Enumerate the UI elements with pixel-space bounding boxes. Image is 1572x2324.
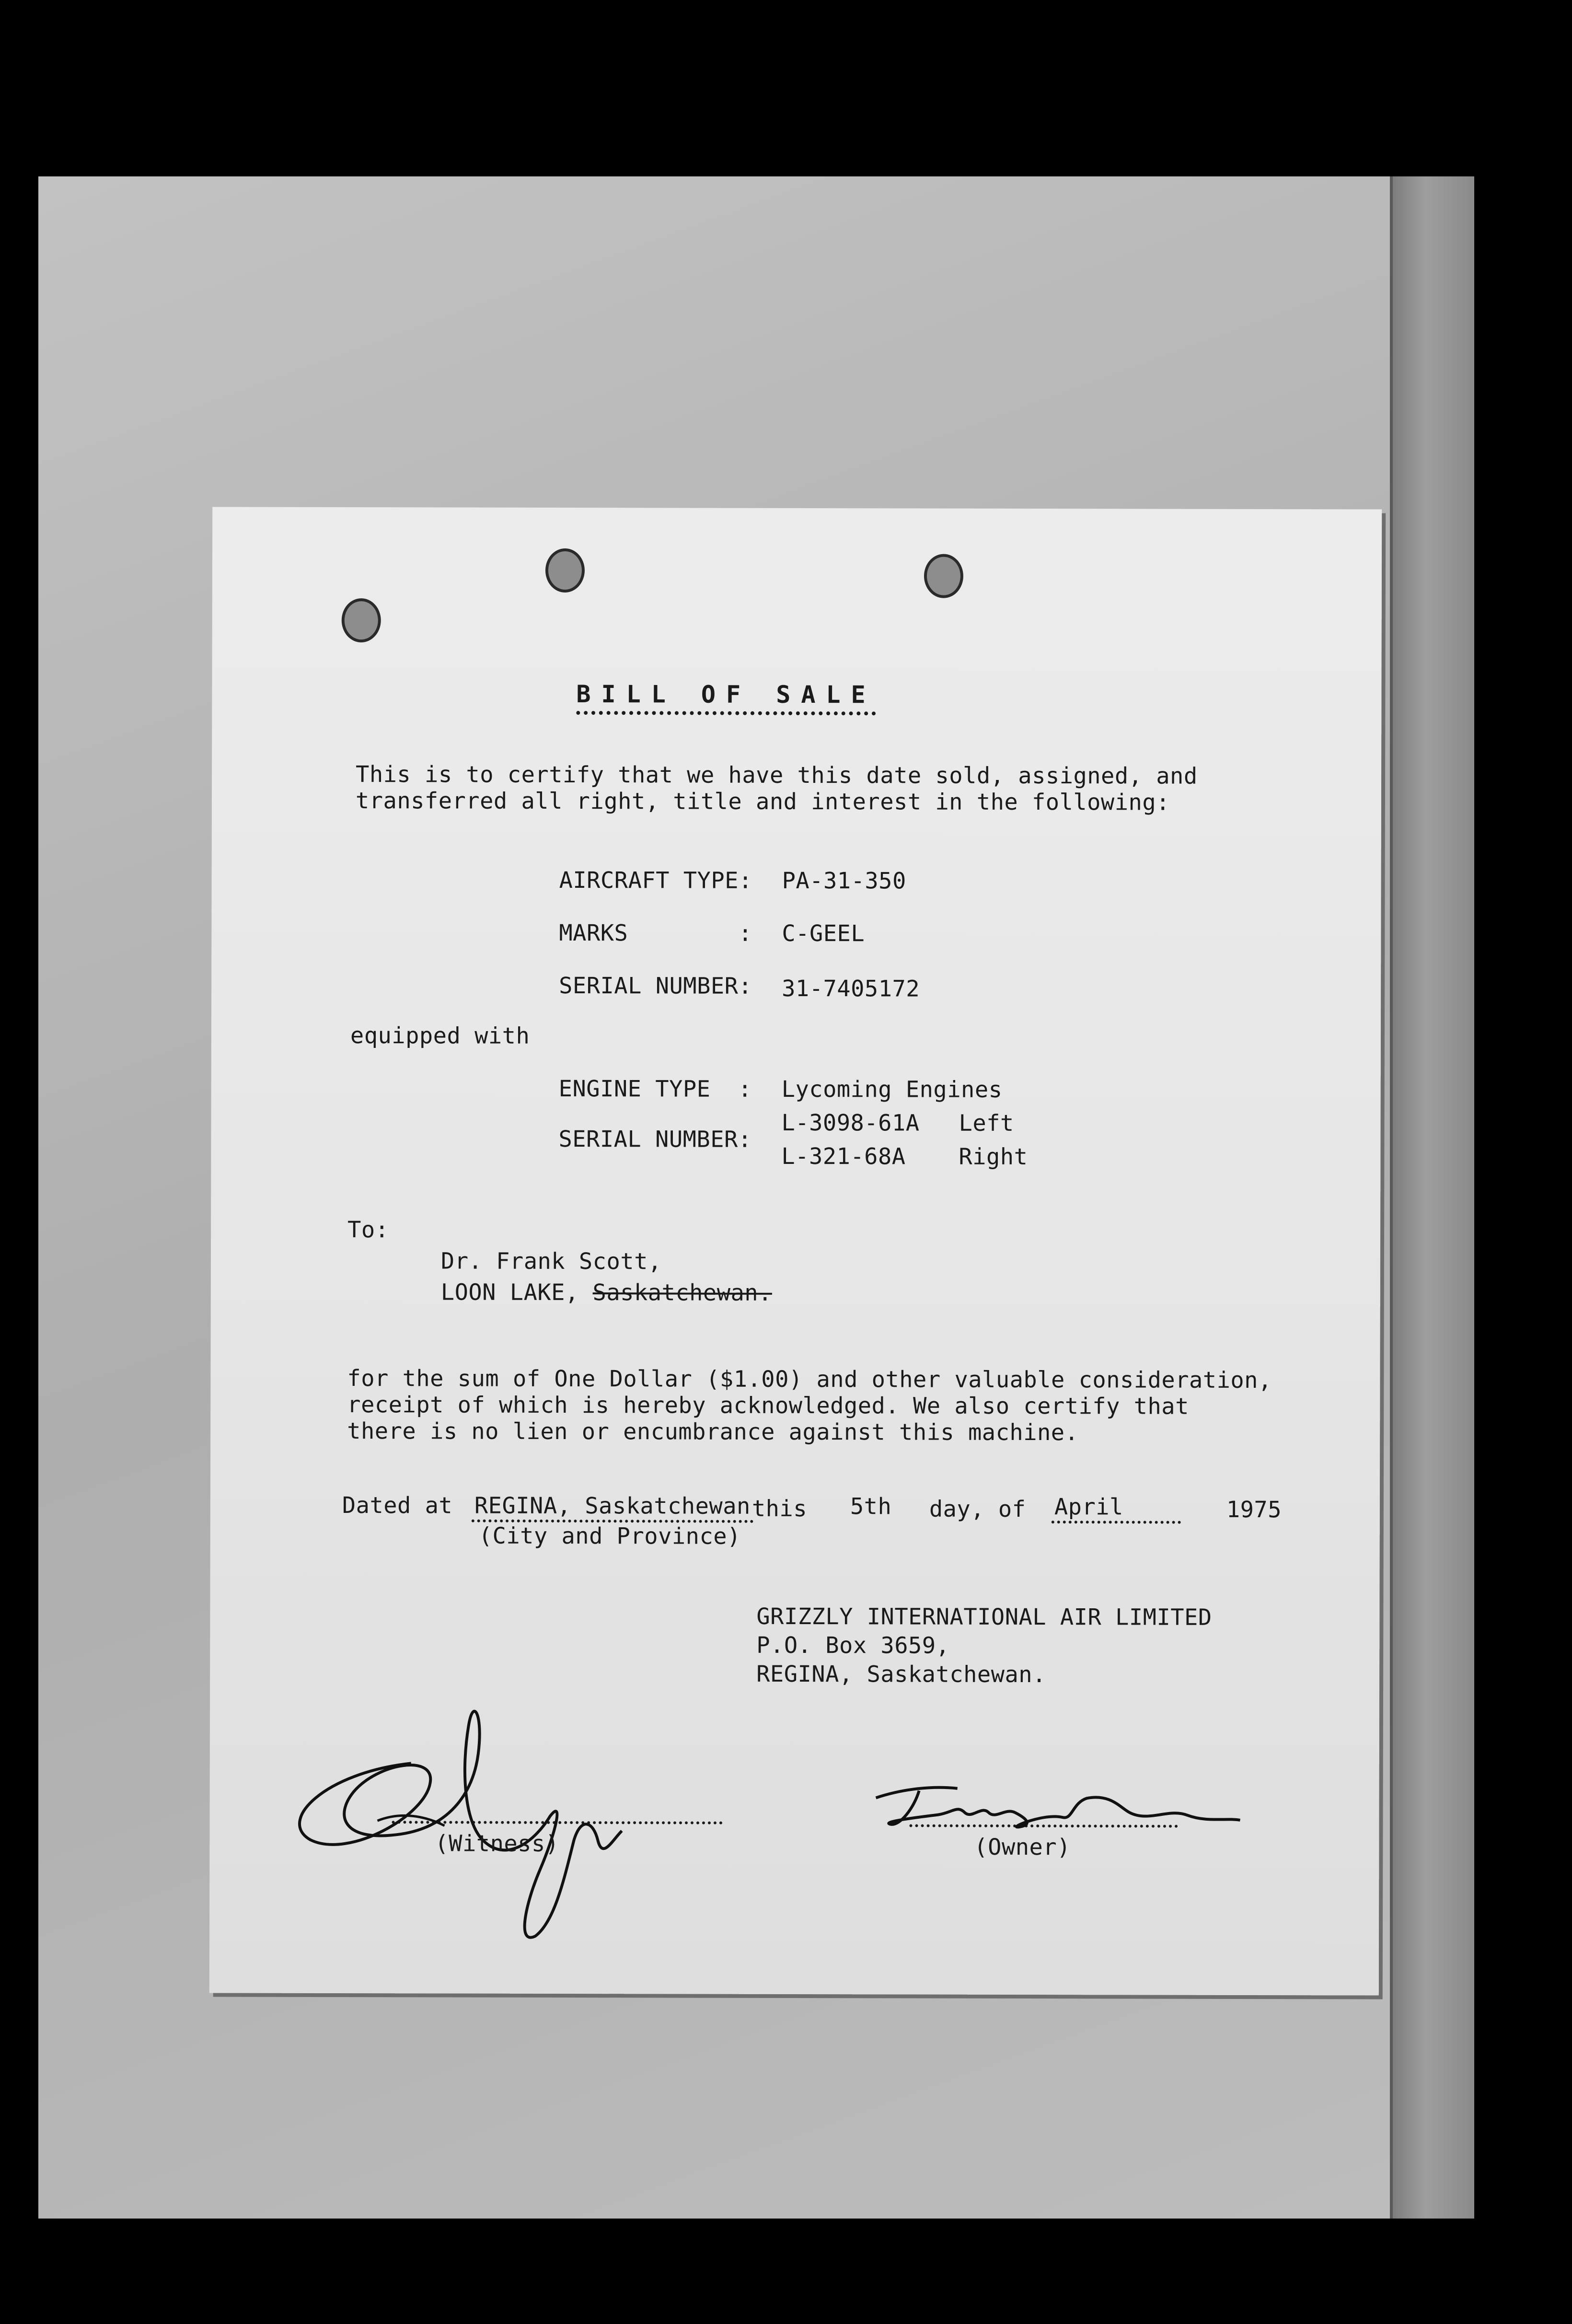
day-value: 5th [850, 1493, 892, 1520]
intro-line: This is to certify that we have this date sold, assigned, and [356, 761, 1198, 790]
month-field [1052, 1494, 1181, 1524]
month-value: April [1052, 1494, 1181, 1524]
consideration-line: there is no lien or encumbrance against this machine. [347, 1418, 1079, 1446]
document-title: BILL OF SALE [576, 680, 876, 715]
aircraft-type-value: PA-31-350 [782, 867, 906, 895]
folder-edge [1393, 176, 1474, 2219]
day-of-label: day, of [929, 1496, 1026, 1523]
seller-city: REGINA, Saskatchewan. [756, 1661, 1046, 1688]
seller-box: P.O. Box 3659, [756, 1632, 950, 1659]
dated-place [472, 1493, 753, 1523]
seller-name: GRIZZLY INTERNATIONAL AIR LIMITED [756, 1603, 1212, 1631]
year-value: 1975 [1226, 1496, 1282, 1523]
buyer-address [441, 1279, 772, 1306]
engine-left-serial: L-3098-61A [781, 1109, 920, 1137]
witness-caption: (Witness) [435, 1830, 559, 1857]
consideration-line: for the sum of One Dollar ($1.00) and other valuable consideration, [347, 1365, 1272, 1394]
owner-caption: (Owner) [974, 1834, 1071, 1861]
intro-line: transferred all right, title and interest in the following: [355, 788, 1170, 816]
aircraft-serial-value: 31-7405172 [782, 975, 920, 1002]
dated-at-label: Dated at [342, 1492, 453, 1519]
equipped-with-text: equipped with [350, 1023, 530, 1049]
this-label: this [751, 1495, 808, 1522]
engine-type-value: Lycoming Engines [781, 1076, 1003, 1103]
engine-serial-label: SERIAL NUMBER: [558, 1126, 752, 1153]
buyer-place: LOON LAKE, [440, 1279, 579, 1306]
consideration-line: receipt of which is hereby acknowledged. We also certify that [347, 1392, 1189, 1420]
engine-left-side: Left [959, 1110, 1014, 1137]
city-province-caption: (City and Province) [478, 1522, 741, 1550]
marks-label: MARKS : [559, 919, 752, 947]
marks-value: C-GEEL [782, 920, 865, 947]
to-label: To: [347, 1217, 389, 1243]
engine-type-label: ENGINE TYPE : [558, 1075, 752, 1103]
document-body [209, 507, 1382, 1995]
aircraft-type-label: AIRCRAFT TYPE: [559, 867, 752, 894]
bill-of-sale-page [209, 507, 1382, 1995]
engine-right-serial: L-321-68A [781, 1143, 906, 1170]
buyer-name: Dr. Frank Scott, [440, 1248, 662, 1275]
dated-place-value: REGINA, Saskatchewan [472, 1493, 753, 1523]
buyer-province-crossed: Saskatchewan. [592, 1279, 772, 1306]
engine-right-side: Right [959, 1143, 1028, 1171]
aircraft-serial-label: SERIAL NUMBER: [559, 972, 752, 999]
